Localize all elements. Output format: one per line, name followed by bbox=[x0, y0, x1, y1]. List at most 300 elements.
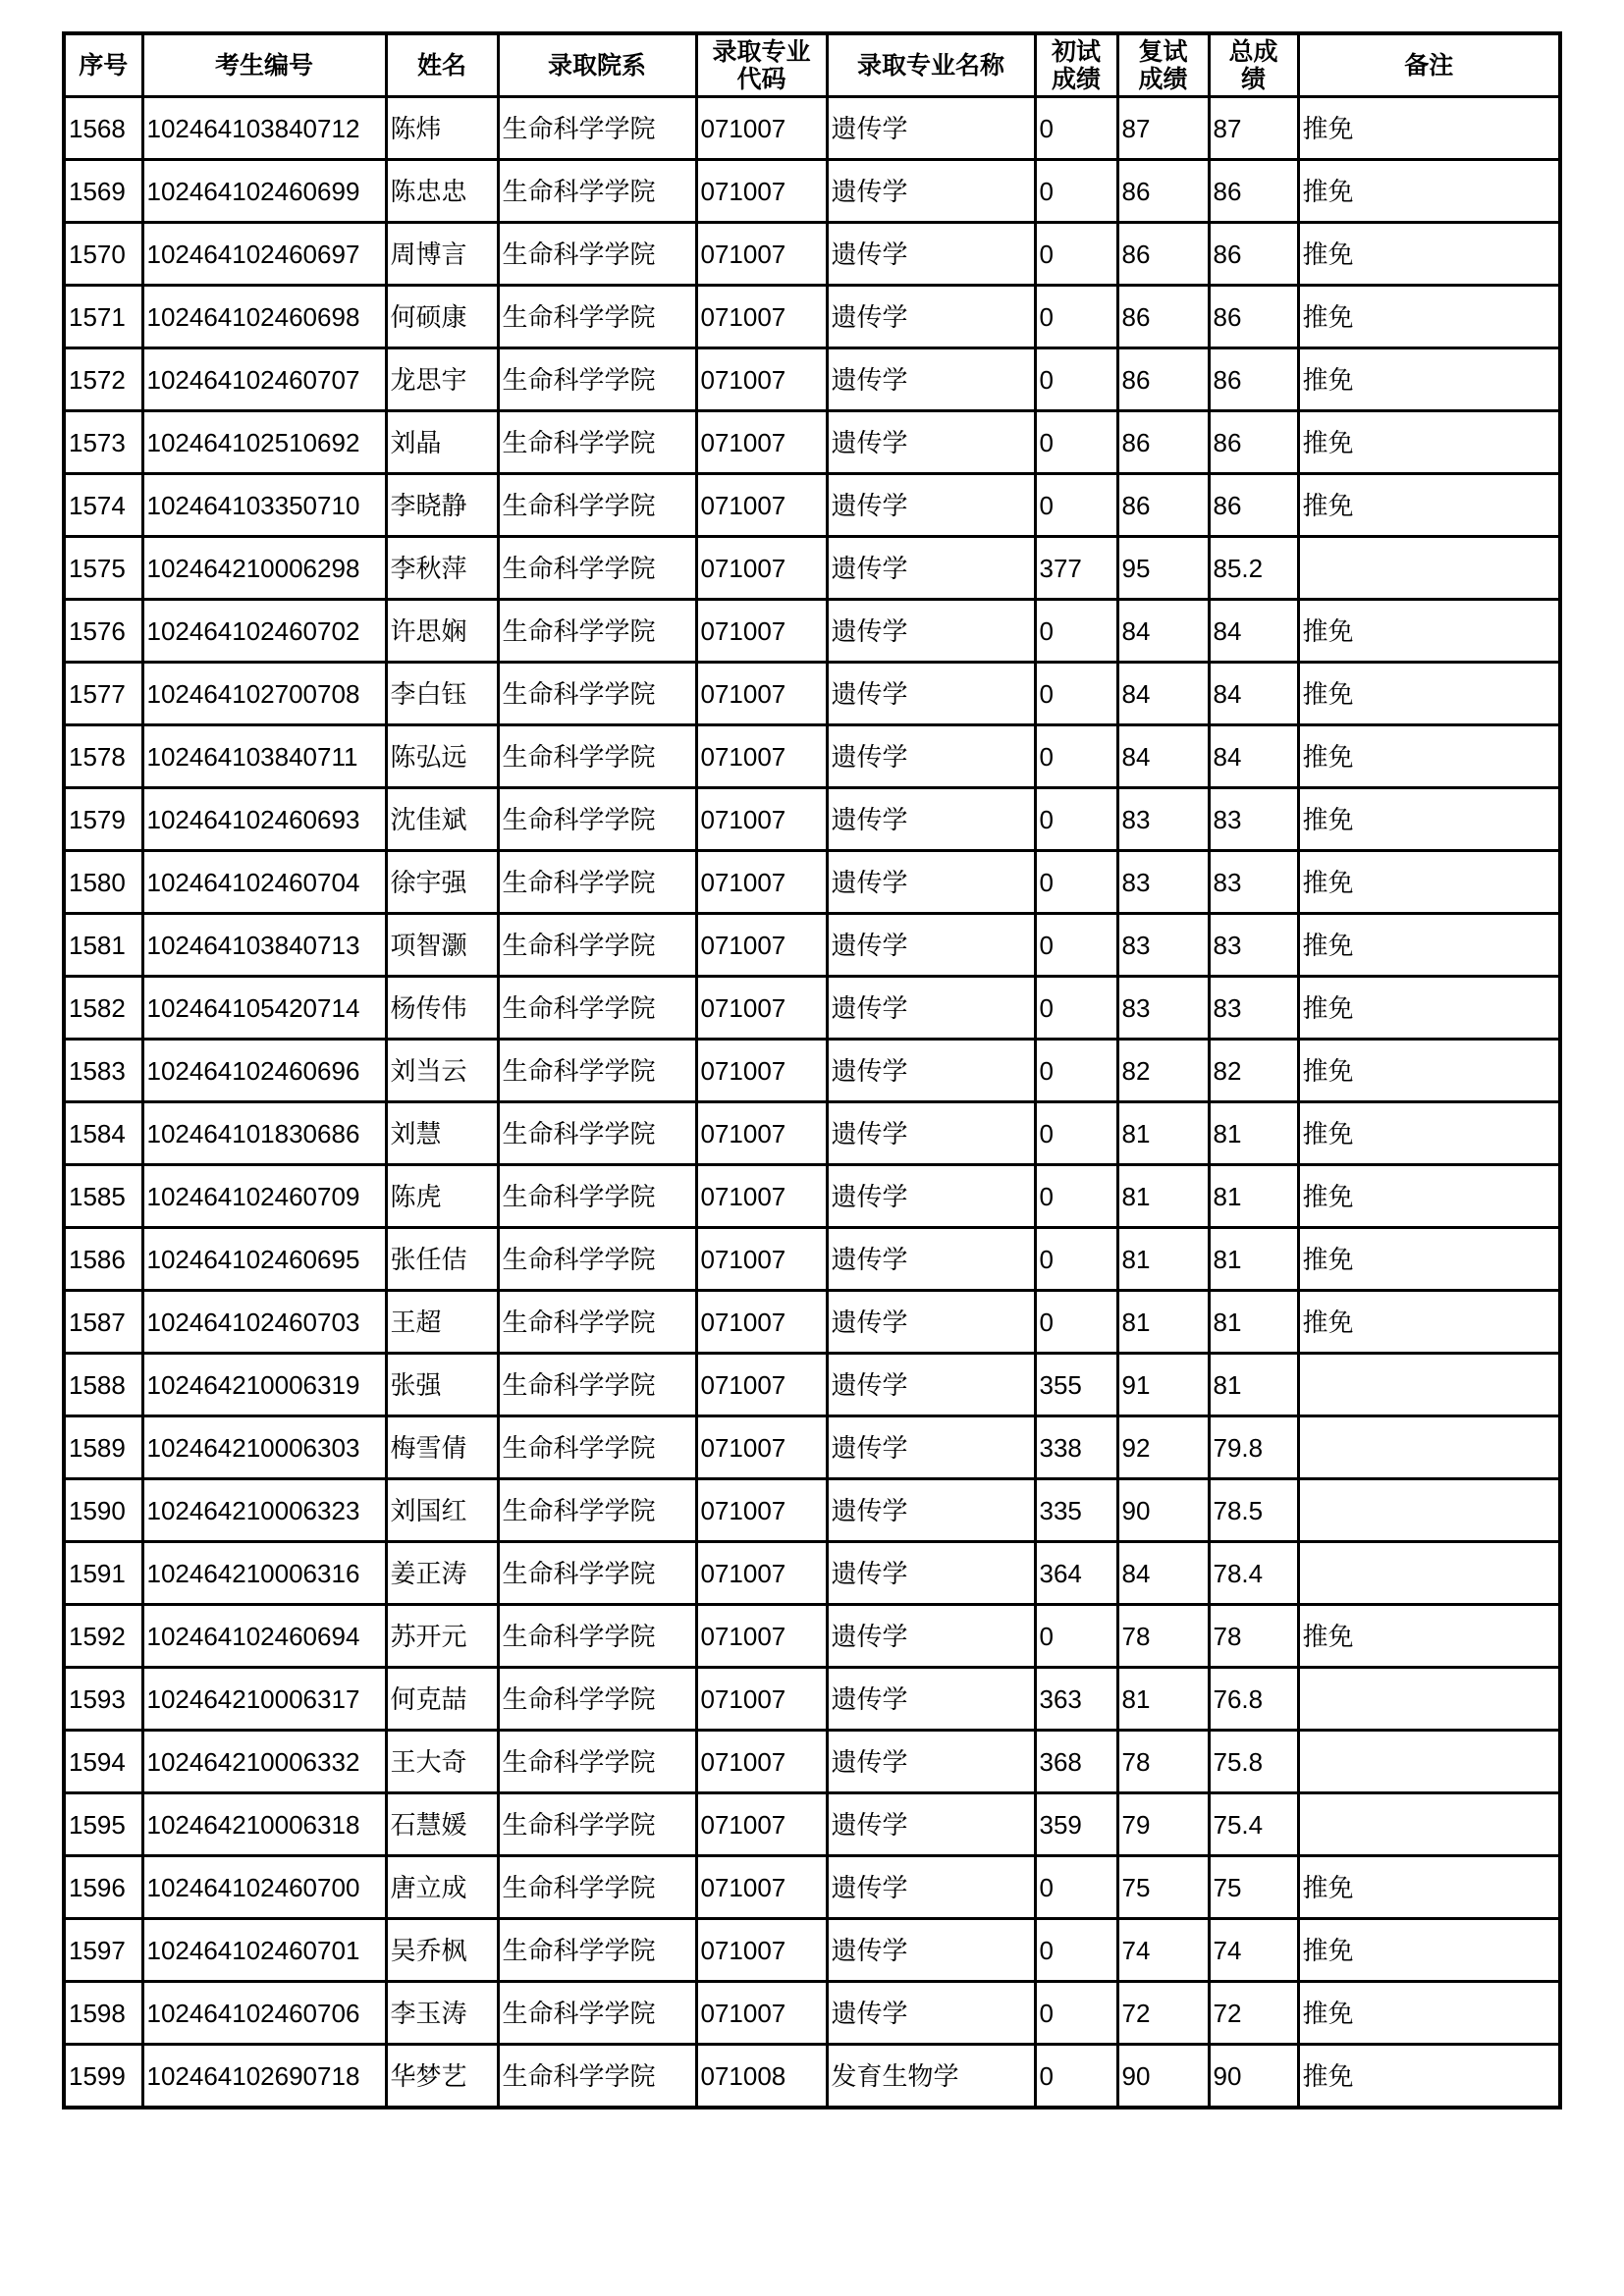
table-row bbox=[64, 223, 1560, 286]
cell-total-score: 86 bbox=[1209, 474, 1298, 537]
cell-major-code: 071007 bbox=[696, 600, 827, 663]
cell-name: 周博言 bbox=[386, 223, 498, 286]
cell-total-score: 84 bbox=[1209, 600, 1298, 663]
cell-retest-score: 81 bbox=[1117, 1102, 1209, 1165]
cell-total-score: 81 bbox=[1209, 1291, 1298, 1354]
cell-total-score: 86 bbox=[1209, 223, 1298, 286]
table-row bbox=[64, 160, 1560, 223]
cell-remark: 推免 bbox=[1298, 1165, 1560, 1228]
cell-name: 华梦艺 bbox=[386, 2045, 498, 2109]
cell-major-code: 071007 bbox=[696, 1040, 827, 1102]
cell-remark bbox=[1298, 1416, 1560, 1479]
table-row bbox=[64, 1856, 1560, 1919]
cell-exam-id: 102464103840713 bbox=[142, 914, 386, 977]
cell-department: 生命科学学院 bbox=[498, 1102, 696, 1165]
cell-name: 石慧媛 bbox=[386, 1793, 498, 1856]
cell-remark bbox=[1298, 1542, 1560, 1605]
cell-major-code: 071007 bbox=[696, 851, 827, 914]
cell-seq: 1585 bbox=[64, 1165, 142, 1228]
cell-department: 生命科学学院 bbox=[498, 600, 696, 663]
cell-major-code: 071007 bbox=[696, 1291, 827, 1354]
header-remark bbox=[1298, 33, 1560, 97]
cell-seq: 1597 bbox=[64, 1919, 142, 1982]
cell-seq: 1599 bbox=[64, 2045, 142, 2109]
cell-seq: 1589 bbox=[64, 1416, 142, 1479]
cell-retest-score: 86 bbox=[1117, 160, 1209, 223]
cell-major-code: 071007 bbox=[696, 1479, 827, 1542]
cell-total-score: 87 bbox=[1209, 97, 1298, 160]
header-text: 序号 bbox=[79, 50, 129, 80]
cell-major-code: 071007 bbox=[696, 1542, 827, 1605]
cell-exam-id: 102464101830686 bbox=[142, 1102, 386, 1165]
cell-total-score: 84 bbox=[1209, 663, 1298, 725]
cell-department: 生命科学学院 bbox=[498, 1040, 696, 1102]
table-row bbox=[64, 348, 1560, 411]
cell-remark: 推免 bbox=[1298, 160, 1560, 223]
cell-department: 生命科学学院 bbox=[498, 537, 696, 600]
table-body bbox=[64, 97, 1560, 2109]
table-row bbox=[64, 2045, 1560, 2109]
cell-initial-score: 368 bbox=[1035, 1731, 1117, 1793]
cell-retest-score: 91 bbox=[1117, 1354, 1209, 1416]
cell-initial-score: 0 bbox=[1035, 851, 1117, 914]
cell-name: 吴乔枫 bbox=[386, 1919, 498, 1982]
cell-exam-id: 102464103840712 bbox=[142, 97, 386, 160]
cell-department: 生命科学学院 bbox=[498, 1542, 696, 1605]
cell-remark: 推免 bbox=[1298, 97, 1560, 160]
cell-seq: 1590 bbox=[64, 1479, 142, 1542]
cell-major-name: 遗传学 bbox=[827, 1605, 1035, 1668]
cell-exam-id: 102464210006317 bbox=[142, 1668, 386, 1731]
cell-total-score: 84 bbox=[1209, 725, 1298, 788]
cell-major-code: 071007 bbox=[696, 725, 827, 788]
cell-department: 生命科学学院 bbox=[498, 725, 696, 788]
cell-seq: 1579 bbox=[64, 788, 142, 851]
cell-exam-id: 102464102460694 bbox=[142, 1605, 386, 1668]
cell-total-score: 82 bbox=[1209, 1040, 1298, 1102]
cell-remark bbox=[1298, 537, 1560, 600]
cell-seq: 1574 bbox=[64, 474, 142, 537]
cell-exam-id: 102464102460704 bbox=[142, 851, 386, 914]
table-row bbox=[64, 1165, 1560, 1228]
cell-major-name: 遗传学 bbox=[827, 1291, 1035, 1354]
cell-retest-score: 84 bbox=[1117, 663, 1209, 725]
cell-name: 陈弘远 bbox=[386, 725, 498, 788]
cell-initial-score: 364 bbox=[1035, 1542, 1117, 1605]
cell-exam-id: 102464103350710 bbox=[142, 474, 386, 537]
cell-seq: 1573 bbox=[64, 411, 142, 474]
cell-exam-id: 102464102460700 bbox=[142, 1856, 386, 1919]
table-row bbox=[64, 1102, 1560, 1165]
cell-major-name: 遗传学 bbox=[827, 537, 1035, 600]
cell-initial-score: 0 bbox=[1035, 160, 1117, 223]
cell-initial-score: 355 bbox=[1035, 1354, 1117, 1416]
header-row bbox=[64, 33, 1560, 97]
table-row bbox=[64, 97, 1560, 160]
cell-major-code: 071007 bbox=[696, 1856, 827, 1919]
cell-major-name: 遗传学 bbox=[827, 1731, 1035, 1793]
header-text: 备注 bbox=[1404, 50, 1454, 80]
cell-exam-id: 102464210006332 bbox=[142, 1731, 386, 1793]
header-initial-score bbox=[1035, 33, 1117, 97]
cell-department: 生命科学学院 bbox=[498, 286, 696, 348]
cell-initial-score: 0 bbox=[1035, 1982, 1117, 2045]
cell-initial-score: 0 bbox=[1035, 663, 1117, 725]
cell-seq: 1594 bbox=[64, 1731, 142, 1793]
cell-major-name: 遗传学 bbox=[827, 160, 1035, 223]
header-text: 总成 bbox=[1228, 36, 1278, 66]
cell-total-score: 78.5 bbox=[1209, 1479, 1298, 1542]
cell-total-score: 83 bbox=[1209, 788, 1298, 851]
cell-exam-id: 102464210006318 bbox=[142, 1793, 386, 1856]
cell-retest-score: 84 bbox=[1117, 600, 1209, 663]
cell-retest-score: 72 bbox=[1117, 1982, 1209, 2045]
cell-major-code: 071007 bbox=[696, 1982, 827, 2045]
cell-name: 陈虎 bbox=[386, 1165, 498, 1228]
cell-major-code: 071007 bbox=[696, 788, 827, 851]
cell-exam-id: 102464210006316 bbox=[142, 1542, 386, 1605]
cell-exam-id: 102464102460693 bbox=[142, 788, 386, 851]
cell-department: 生命科学学院 bbox=[498, 663, 696, 725]
cell-seq: 1572 bbox=[64, 348, 142, 411]
cell-exam-id: 102464102460697 bbox=[142, 223, 386, 286]
header-text: 成绩 bbox=[1051, 64, 1101, 93]
table-row bbox=[64, 663, 1560, 725]
cell-remark: 推免 bbox=[1298, 1291, 1560, 1354]
cell-exam-id: 102464102510692 bbox=[142, 411, 386, 474]
cell-seq: 1586 bbox=[64, 1228, 142, 1291]
cell-initial-score: 0 bbox=[1035, 1165, 1117, 1228]
cell-department: 生命科学学院 bbox=[498, 1479, 696, 1542]
cell-major-name: 遗传学 bbox=[827, 1354, 1035, 1416]
cell-name: 梅雪倩 bbox=[386, 1416, 498, 1479]
cell-retest-score: 78 bbox=[1117, 1731, 1209, 1793]
cell-initial-score: 0 bbox=[1035, 914, 1117, 977]
cell-initial-score: 0 bbox=[1035, 97, 1117, 160]
cell-retest-score: 84 bbox=[1117, 1542, 1209, 1605]
cell-major-code: 071007 bbox=[696, 1793, 827, 1856]
cell-initial-score: 0 bbox=[1035, 1291, 1117, 1354]
cell-exam-id: 102464102460698 bbox=[142, 286, 386, 348]
cell-department: 生命科学学院 bbox=[498, 1919, 696, 1982]
cell-initial-score: 0 bbox=[1035, 2045, 1117, 2109]
cell-major-code: 071007 bbox=[696, 1102, 827, 1165]
cell-name: 陈忠忠 bbox=[386, 160, 498, 223]
cell-name: 王大奇 bbox=[386, 1731, 498, 1793]
cell-retest-score: 86 bbox=[1117, 223, 1209, 286]
header-text: 复试 bbox=[1138, 36, 1188, 66]
cell-retest-score: 81 bbox=[1117, 1228, 1209, 1291]
cell-total-score: 76.8 bbox=[1209, 1668, 1298, 1731]
cell-initial-score: 0 bbox=[1035, 411, 1117, 474]
cell-seq: 1584 bbox=[64, 1102, 142, 1165]
table-row bbox=[64, 1040, 1560, 1102]
cell-major-name: 遗传学 bbox=[827, 663, 1035, 725]
cell-retest-score: 83 bbox=[1117, 788, 1209, 851]
cell-name: 苏开元 bbox=[386, 1605, 498, 1668]
cell-retest-score: 86 bbox=[1117, 411, 1209, 474]
cell-major-name: 遗传学 bbox=[827, 788, 1035, 851]
admission-table bbox=[62, 31, 1562, 2109]
table-row bbox=[64, 1605, 1560, 1668]
cell-total-score: 78.4 bbox=[1209, 1542, 1298, 1605]
cell-major-code: 071007 bbox=[696, 977, 827, 1040]
table-row bbox=[64, 1416, 1560, 1479]
cell-major-code: 071007 bbox=[696, 1228, 827, 1291]
cell-major-code: 071007 bbox=[696, 1354, 827, 1416]
cell-retest-score: 87 bbox=[1117, 97, 1209, 160]
cell-exam-id: 102464102460703 bbox=[142, 1291, 386, 1354]
cell-retest-score: 83 bbox=[1117, 914, 1209, 977]
cell-major-name: 遗传学 bbox=[827, 725, 1035, 788]
cell-name: 刘当云 bbox=[386, 1040, 498, 1102]
cell-seq: 1591 bbox=[64, 1542, 142, 1605]
cell-name: 陈炜 bbox=[386, 97, 498, 160]
cell-department: 生命科学学院 bbox=[498, 160, 696, 223]
cell-initial-score: 0 bbox=[1035, 1102, 1117, 1165]
cell-major-name: 发育生物学 bbox=[827, 2045, 1035, 2109]
cell-seq: 1578 bbox=[64, 725, 142, 788]
cell-retest-score: 74 bbox=[1117, 1919, 1209, 1982]
cell-major-code: 071007 bbox=[696, 914, 827, 977]
cell-seq: 1581 bbox=[64, 914, 142, 977]
table-row bbox=[64, 1668, 1560, 1731]
cell-remark: 推免 bbox=[1298, 725, 1560, 788]
cell-major-name: 遗传学 bbox=[827, 1919, 1035, 1982]
cell-major-name: 遗传学 bbox=[827, 1479, 1035, 1542]
cell-department: 生命科学学院 bbox=[498, 1291, 696, 1354]
cell-remark: 推免 bbox=[1298, 1102, 1560, 1165]
header-text: 代码 bbox=[736, 64, 786, 93]
cell-major-code: 071007 bbox=[696, 411, 827, 474]
header-seq bbox=[64, 33, 142, 97]
cell-major-name: 遗传学 bbox=[827, 851, 1035, 914]
cell-seq: 1575 bbox=[64, 537, 142, 600]
cell-name: 李玉涛 bbox=[386, 1982, 498, 2045]
cell-department: 生命科学学院 bbox=[498, 1982, 696, 2045]
cell-major-name: 遗传学 bbox=[827, 348, 1035, 411]
cell-name: 刘晶 bbox=[386, 411, 498, 474]
cell-seq: 1593 bbox=[64, 1668, 142, 1731]
cell-retest-score: 75 bbox=[1117, 1856, 1209, 1919]
cell-name: 张任佶 bbox=[386, 1228, 498, 1291]
cell-remark: 推免 bbox=[1298, 348, 1560, 411]
table-row bbox=[64, 600, 1560, 663]
cell-name: 何克喆 bbox=[386, 1668, 498, 1731]
cell-department: 生命科学学院 bbox=[498, 977, 696, 1040]
cell-major-code: 071007 bbox=[696, 1731, 827, 1793]
cell-remark bbox=[1298, 1731, 1560, 1793]
cell-seq: 1571 bbox=[64, 286, 142, 348]
header-text: 考生编号 bbox=[214, 50, 313, 80]
cell-major-name: 遗传学 bbox=[827, 1102, 1035, 1165]
cell-major-name: 遗传学 bbox=[827, 474, 1035, 537]
cell-initial-score: 335 bbox=[1035, 1479, 1117, 1542]
cell-seq: 1587 bbox=[64, 1291, 142, 1354]
cell-exam-id: 102464102460709 bbox=[142, 1165, 386, 1228]
cell-major-name: 遗传学 bbox=[827, 1856, 1035, 1919]
cell-initial-score: 377 bbox=[1035, 537, 1117, 600]
cell-initial-score: 359 bbox=[1035, 1793, 1117, 1856]
cell-major-name: 遗传学 bbox=[827, 1668, 1035, 1731]
cell-total-score: 83 bbox=[1209, 977, 1298, 1040]
table-row bbox=[64, 1919, 1560, 1982]
header-total-score bbox=[1209, 33, 1298, 97]
cell-retest-score: 90 bbox=[1117, 1479, 1209, 1542]
cell-retest-score: 81 bbox=[1117, 1165, 1209, 1228]
cell-department: 生命科学学院 bbox=[498, 223, 696, 286]
cell-major-name: 遗传学 bbox=[827, 97, 1035, 160]
cell-retest-score: 86 bbox=[1117, 348, 1209, 411]
cell-total-score: 83 bbox=[1209, 914, 1298, 977]
cell-seq: 1568 bbox=[64, 97, 142, 160]
header-name bbox=[386, 33, 498, 97]
header-text: 录取院系 bbox=[547, 50, 646, 80]
cell-remark: 推免 bbox=[1298, 1982, 1560, 2045]
cell-seq: 1596 bbox=[64, 1856, 142, 1919]
table-row bbox=[64, 851, 1560, 914]
cell-major-name: 遗传学 bbox=[827, 411, 1035, 474]
table-row bbox=[64, 725, 1560, 788]
cell-name: 姜正涛 bbox=[386, 1542, 498, 1605]
cell-department: 生命科学学院 bbox=[498, 1793, 696, 1856]
cell-remark: 推免 bbox=[1298, 1605, 1560, 1668]
cell-initial-score: 0 bbox=[1035, 1605, 1117, 1668]
cell-remark: 推免 bbox=[1298, 851, 1560, 914]
cell-retest-score: 83 bbox=[1117, 977, 1209, 1040]
cell-seq: 1569 bbox=[64, 160, 142, 223]
table-row bbox=[64, 1542, 1560, 1605]
cell-remark: 推免 bbox=[1298, 788, 1560, 851]
header-major-code bbox=[696, 33, 827, 97]
cell-retest-score: 86 bbox=[1117, 474, 1209, 537]
cell-total-score: 72 bbox=[1209, 1982, 1298, 2045]
cell-major-code: 071007 bbox=[696, 537, 827, 600]
cell-total-score: 81 bbox=[1209, 1165, 1298, 1228]
cell-retest-score: 79 bbox=[1117, 1793, 1209, 1856]
cell-initial-score: 0 bbox=[1035, 1856, 1117, 1919]
cell-name: 王超 bbox=[386, 1291, 498, 1354]
cell-department: 生命科学学院 bbox=[498, 1354, 696, 1416]
cell-seq: 1576 bbox=[64, 600, 142, 663]
cell-exam-id: 102464210006319 bbox=[142, 1354, 386, 1416]
cell-seq: 1588 bbox=[64, 1354, 142, 1416]
cell-department: 生命科学学院 bbox=[498, 788, 696, 851]
table-row bbox=[64, 1228, 1560, 1291]
cell-major-code: 071007 bbox=[696, 286, 827, 348]
cell-retest-score: 83 bbox=[1117, 851, 1209, 914]
cell-department: 生命科学学院 bbox=[498, 411, 696, 474]
cell-remark: 推免 bbox=[1298, 977, 1560, 1040]
cell-remark: 推免 bbox=[1298, 474, 1560, 537]
cell-retest-score: 78 bbox=[1117, 1605, 1209, 1668]
cell-exam-id: 102464102460702 bbox=[142, 600, 386, 663]
cell-exam-id: 102464102690718 bbox=[142, 2045, 386, 2109]
cell-remark bbox=[1298, 1354, 1560, 1416]
cell-retest-score: 86 bbox=[1117, 286, 1209, 348]
cell-seq: 1580 bbox=[64, 851, 142, 914]
cell-name: 李秋萍 bbox=[386, 537, 498, 600]
cell-total-score: 81 bbox=[1209, 1354, 1298, 1416]
cell-remark: 推免 bbox=[1298, 600, 1560, 663]
cell-major-code: 071007 bbox=[696, 1605, 827, 1668]
cell-major-name: 遗传学 bbox=[827, 1793, 1035, 1856]
cell-exam-id: 102464210006303 bbox=[142, 1416, 386, 1479]
cell-total-score: 75.8 bbox=[1209, 1731, 1298, 1793]
cell-exam-id: 102464210006323 bbox=[142, 1479, 386, 1542]
cell-department: 生命科学学院 bbox=[498, 914, 696, 977]
header-major-name bbox=[827, 33, 1035, 97]
cell-seq: 1582 bbox=[64, 977, 142, 1040]
cell-remark: 推免 bbox=[1298, 914, 1560, 977]
table-row bbox=[64, 286, 1560, 348]
cell-department: 生命科学学院 bbox=[498, 1856, 696, 1919]
cell-major-name: 遗传学 bbox=[827, 1228, 1035, 1291]
cell-initial-score: 0 bbox=[1035, 725, 1117, 788]
cell-seq: 1570 bbox=[64, 223, 142, 286]
table-row bbox=[64, 1982, 1560, 2045]
cell-remark bbox=[1298, 1479, 1560, 1542]
cell-department: 生命科学学院 bbox=[498, 1605, 696, 1668]
cell-name: 许思娴 bbox=[386, 600, 498, 663]
cell-exam-id: 102464102460695 bbox=[142, 1228, 386, 1291]
cell-department: 生命科学学院 bbox=[498, 474, 696, 537]
cell-remark: 推免 bbox=[1298, 1919, 1560, 1982]
header-text: 录取专业 bbox=[712, 36, 811, 66]
cell-department: 生命科学学院 bbox=[498, 1731, 696, 1793]
cell-exam-id: 102464102460699 bbox=[142, 160, 386, 223]
cell-retest-score: 81 bbox=[1117, 1668, 1209, 1731]
cell-total-score: 74 bbox=[1209, 1919, 1298, 1982]
cell-major-code: 071007 bbox=[696, 97, 827, 160]
cell-major-code: 071008 bbox=[696, 2045, 827, 2109]
cell-exam-id: 102464102460701 bbox=[142, 1919, 386, 1982]
cell-initial-score: 338 bbox=[1035, 1416, 1117, 1479]
cell-retest-score: 90 bbox=[1117, 2045, 1209, 2109]
cell-initial-score: 0 bbox=[1035, 1040, 1117, 1102]
cell-total-score: 79.8 bbox=[1209, 1416, 1298, 1479]
cell-total-score: 86 bbox=[1209, 160, 1298, 223]
cell-total-score: 86 bbox=[1209, 411, 1298, 474]
cell-total-score: 75.4 bbox=[1209, 1793, 1298, 1856]
cell-name: 刘慧 bbox=[386, 1102, 498, 1165]
header-retest-score bbox=[1117, 33, 1209, 97]
table-row bbox=[64, 411, 1560, 474]
cell-department: 生命科学学院 bbox=[498, 348, 696, 411]
cell-total-score: 83 bbox=[1209, 851, 1298, 914]
cell-major-code: 071007 bbox=[696, 160, 827, 223]
cell-major-name: 遗传学 bbox=[827, 1982, 1035, 2045]
header-department bbox=[498, 33, 696, 97]
cell-department: 生命科学学院 bbox=[498, 851, 696, 914]
cell-initial-score: 0 bbox=[1035, 223, 1117, 286]
table-row bbox=[64, 1291, 1560, 1354]
cell-remark: 推免 bbox=[1298, 411, 1560, 474]
cell-name: 龙思宇 bbox=[386, 348, 498, 411]
cell-exam-id: 102464103840711 bbox=[142, 725, 386, 788]
cell-remark bbox=[1298, 1668, 1560, 1731]
cell-total-score: 86 bbox=[1209, 348, 1298, 411]
cell-department: 生命科学学院 bbox=[498, 1228, 696, 1291]
cell-exam-id: 102464102460696 bbox=[142, 1040, 386, 1102]
cell-seq: 1598 bbox=[64, 1982, 142, 2045]
cell-initial-score: 0 bbox=[1035, 474, 1117, 537]
cell-seq: 1577 bbox=[64, 663, 142, 725]
header-exam-id bbox=[142, 33, 386, 97]
cell-name: 刘国红 bbox=[386, 1479, 498, 1542]
cell-major-code: 071007 bbox=[696, 663, 827, 725]
header-text: 姓名 bbox=[416, 50, 466, 80]
